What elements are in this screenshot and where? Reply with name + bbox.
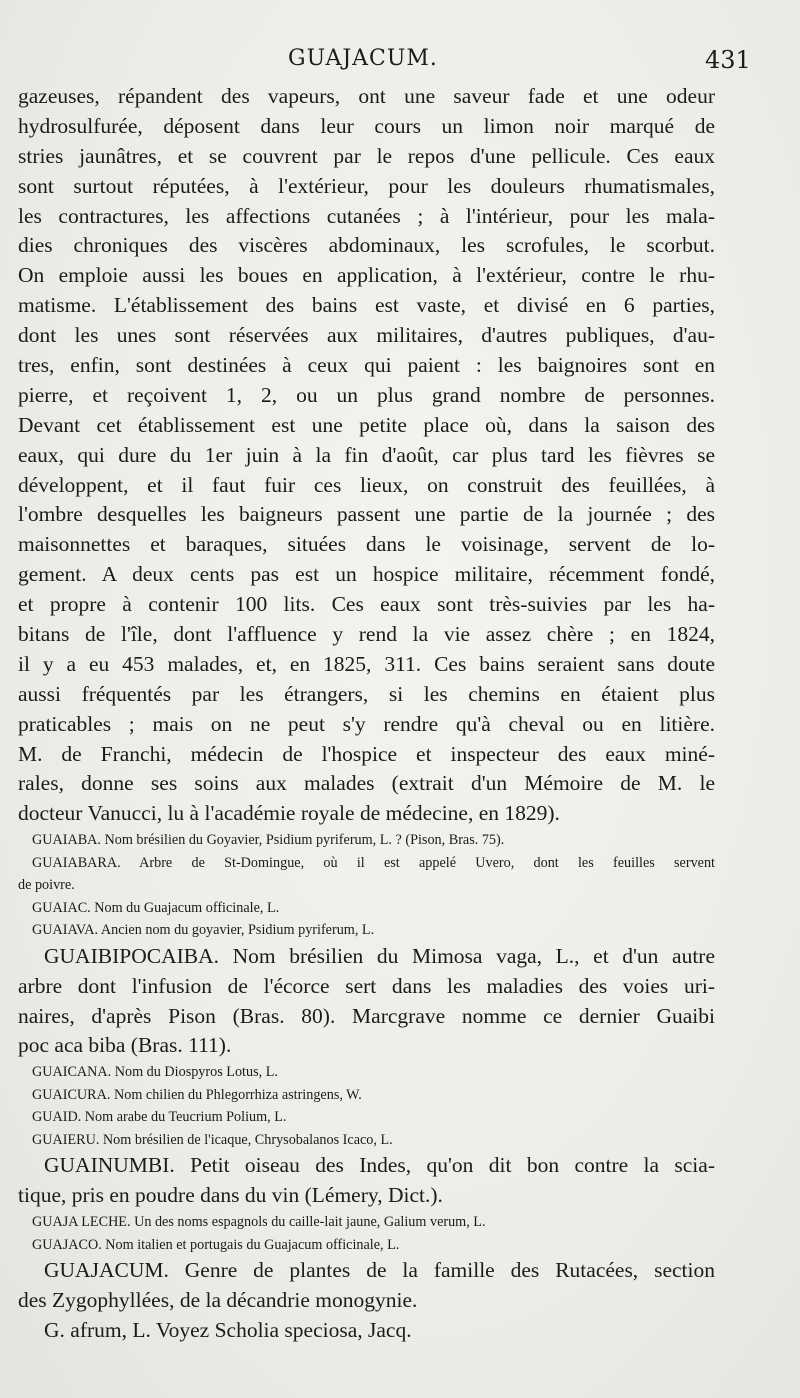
text-line: sont surtout réputées, à l'extérieur, pour les douleurs rhumatismales,	[18, 173, 715, 198]
text-line: eaux, qui dure du 1er juin à la fin d'août, car plus tard les fièvres se	[18, 442, 715, 467]
text-line: les contractures, les affections cutanées ; à l'intérieur, pour les mala-	[18, 203, 715, 228]
dictionary-entry-small: GUAIABARA. Arbre de St-Domingue, où il est appelé Uvero, dont les feuilles servent	[32, 854, 715, 871]
dictionary-entry-small: GUAIAVA. Ancien nom du goyavier, Psidium pyriferum, L.	[32, 922, 375, 939]
text-line: arbre dont l'infusion de l'écorce sert dans les maladies des voies uri-	[18, 973, 715, 998]
text-line: des Zygophyllées, de la décandrie monogynie.	[18, 1288, 418, 1312]
text-line: praticables ; mais on ne peut s'y rendre qu'à cheval ou en litière.	[18, 711, 715, 736]
text-line: dies chroniques des viscères abdominaux, les scrofules, le scorbut.	[18, 233, 715, 258]
text-line: hydrosulfurée, déposent dans leur cours un limon noir marqué de	[18, 113, 715, 138]
small-entries-group	[18, 1061, 715, 1151]
text-line: développent, et il faut fuir ces lieux, on construit des feuillées, à	[18, 472, 715, 497]
text-line: poc aca biba (Bras. 111).	[18, 1033, 232, 1058]
text-line: Devant cet établissement est une petite place où, dans la saison des	[18, 412, 715, 437]
small-entries-group	[18, 1211, 715, 1256]
entry-afrum	[18, 1316, 715, 1346]
text-line: gement. A deux cents pas est un hospice militaire, récemment fondé,	[18, 562, 715, 587]
entry-guainumbi	[18, 1151, 715, 1211]
text-line: il y a eu 453 malades, et, en 1825, 311. Ces bains seraient sans doute	[18, 651, 715, 676]
text-line: maisonnettes et baraques, situées dans le voisinage, servent de lo-	[18, 532, 715, 557]
text-line: gazeuses, répandent des vapeurs, ont une saveur fade et une odeur	[18, 84, 715, 108]
text-line: GUAIBIPOCAIBA. Nom brésilien du Mimosa vaga, L., et d'un autre	[44, 943, 715, 968]
text-line: l'ombre desquelles les baigneurs passent une partie de la journée ; des	[18, 502, 715, 527]
dictionary-entry-small: GUAICANA. Nom du Diospyros Lotus, L.	[32, 1064, 278, 1081]
paragraph-eaux-thermales	[18, 82, 715, 829]
text-line: et propre à contenir 100 lits. Ces eaux sont très-suivies par les ha-	[18, 592, 715, 617]
running-head	[0, 46, 800, 76]
dictionary-entry-small: GUAJA LECHE. Un des noms espagnols du caille-lait jaune, Galium verum, L.	[32, 1214, 486, 1231]
text-line: tres, enfin, sont destinées à ceux qui paient : les baignoires sont en	[18, 353, 715, 378]
dictionary-entry-small: GUAJACO. Nom italien et portugais du Guajacum officinale, L.	[32, 1236, 400, 1253]
entry-guajacum	[18, 1256, 715, 1316]
text-line: pierre, et reçoivent 1, 2, ou un plus grand nombre de personnes.	[18, 382, 715, 407]
text-line: GUAINUMBI. Petit oiseau des Indes, qu'on dit bon contre la scia-	[44, 1153, 715, 1178]
text-line: tique, pris en poudre dans du vin (Lémery, Dict.).	[18, 1183, 443, 1208]
text-line: dont les unes sont réservées aux militaires, d'autres publiques, d'au-	[18, 323, 715, 348]
entry-guaibipocaiba	[18, 942, 715, 1062]
text-line: aussi fréquentés par les étrangers, si les chemins en étaient plus	[18, 681, 715, 706]
dictionary-entry-small: GUAIAC. Nom du Guajacum officinale, L.	[32, 899, 280, 916]
dictionary-entry-small: GUAIERU. Nom brésilien de l'icaque, Chrysobalanos Icaco, L.	[32, 1131, 393, 1148]
dictionary-entry-small: de poivre.	[18, 877, 75, 894]
dictionary-entry-small: GUAIABA. Nom brésilien du Goyavier, Psidium pyriferum, L. ? (Pison, Bras. 75).	[32, 832, 505, 849]
dictionary-entry-small: GUAICURA. Nom chilien du Phlegorrhiza astringens, W.	[32, 1086, 362, 1103]
text-line: GUAJACUM. Genre de plantes de la famille des Rutacées, section	[44, 1258, 715, 1283]
text-line: stries jaunâtres, et se couvrent par le repos d'une pellicule. Ces eaux	[18, 143, 715, 168]
text-line: matisme. L'établissement des bains est vaste, et divisé en 6 parties,	[18, 293, 715, 318]
text-line: On emploie aussi les boues en application, à l'extérieur, contre le rhu-	[18, 263, 715, 288]
text-line: docteur Vanucci, lu à l'académie royale de médecine, en 1829).	[18, 801, 560, 826]
text-line: naires, d'après Pison (Bras. 80). Marcgrave nomme ce dernier Guaibi	[18, 1003, 715, 1028]
small-entries-group	[18, 829, 715, 942]
running-title: GUAJACUM.	[288, 46, 438, 71]
text-line: G. afrum, L. Voyez Scholia speciosa, Jacq.	[44, 1317, 412, 1342]
dictionary-entry-small: GUAID. Nom arabe du Teucrium Polium, L.	[32, 1109, 287, 1126]
text-line: bitans de l'île, dont l'affluence y rend la vie assez chère ; en 1824,	[18, 622, 715, 647]
text-line: rales, donne ses soins aux malades (extrait d'un Mémoire de M. le	[18, 771, 715, 796]
page-body	[18, 82, 715, 1346]
text-line: M. de Franchi, médecin de l'hospice et inspecteur des eaux miné-	[18, 741, 715, 766]
page-number: 431	[705, 46, 751, 74]
